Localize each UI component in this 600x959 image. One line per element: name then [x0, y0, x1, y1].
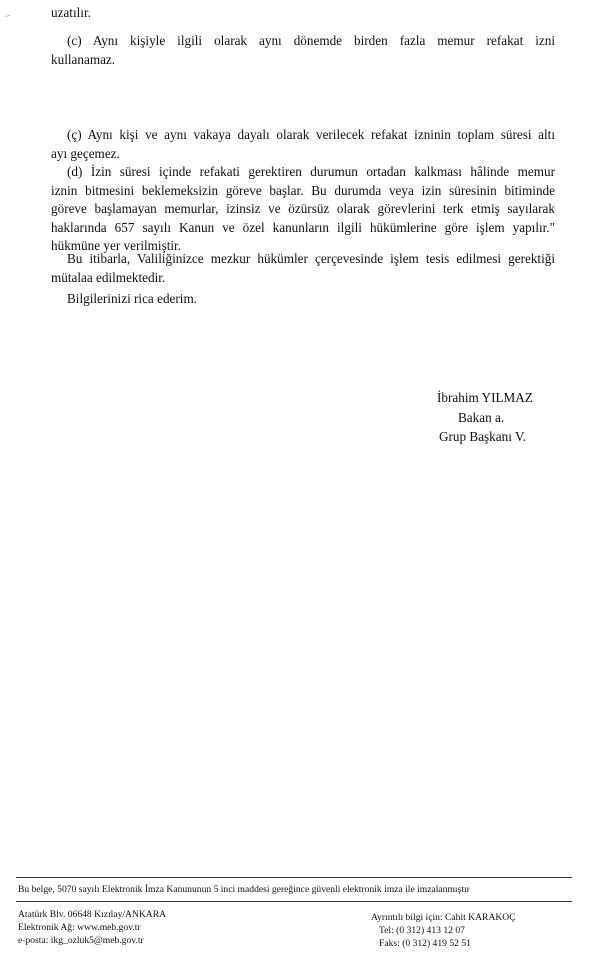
paragraph-closing: [51, 290, 555, 309]
text-line: haklarında 657 sayılı Kanun ve özel kanunların ilgili hükümlerine göre işlem yapılır.": [51, 219, 555, 235]
footer-fax: Faks: (0 312) 419 52 51: [379, 938, 471, 949]
scan-mark: –: [3, 9, 12, 21]
text-line: ayı geçemez.: [51, 145, 120, 161]
footer-top-rule: [16, 877, 572, 878]
text-line: Bilgilerinizi rica ederim.: [67, 291, 197, 306]
text-line: (c) Aynı kişiyle ilgili olarak aynı dönemde birden fazla memur refakat izni: [67, 33, 555, 48]
footer-tel: Tel: (0 312) 413 12 07: [379, 925, 465, 936]
text-line: iznin bitmesini beklemeksizin göreve başlar. Bu durumda veya izin süresinin bitiminde: [51, 182, 555, 198]
text-line: mütalaa edilmektedir.: [51, 269, 166, 285]
paragraph-cc: [51, 126, 555, 163]
footer-web: Elektronik Ağ: www.meb.gov.tr: [18, 922, 141, 933]
footer-email: e-posta: ikg_ozluk5@meb.gov.tr: [18, 935, 144, 946]
signatory-position: Grup Başkanı V.: [439, 429, 527, 444]
text-line: göreve başlamayan memurlar, izinsiz ve özürsüz olarak görevlerini terk etmiş sayılarak: [51, 201, 555, 217]
footer-address: Atatürk Blv. 06648 Kızılay/ANKARA: [18, 909, 167, 920]
footer-contact: Ayrıntılı bilgi için: Cahit KARAKOÇ: [371, 912, 516, 923]
signatory-name: İbrahim YILMAZ: [437, 390, 533, 405]
esign-note: Bu belge, 5070 sayılı Elektronik İmza Kanununun 5 inci maddesi gereğince güvenli elektronik imza ile imzalanmıştır: [18, 884, 470, 895]
text-line: Bu itibarla, Valiliğinizce mezkur hükümler çerçevesinde işlem tesis edilmesi gerektiği: [67, 251, 555, 266]
text-line: (d) İzin süresi içinde refakati gerektiren durumun ortadan kalkması hâlinde memur: [67, 164, 555, 179]
text-line: uzatılır.: [51, 5, 91, 20]
paragraph-d: [51, 163, 555, 256]
text-line: kullanamaz.: [51, 51, 116, 67]
text-line: (ç) Aynı kişi ve aynı vakaya dayalı olarak verilecek refakat izninin toplam süresi altı: [67, 127, 555, 142]
paragraph-conclusion: [51, 250, 555, 287]
signatory-title: Bakan a.: [458, 410, 505, 425]
text-line: hükmüne yer verilmiştir.: [51, 238, 182, 254]
footer-bottom-rule: [16, 901, 572, 902]
paragraph-continuation: [51, 4, 555, 23]
paragraph-c: [51, 32, 555, 69]
